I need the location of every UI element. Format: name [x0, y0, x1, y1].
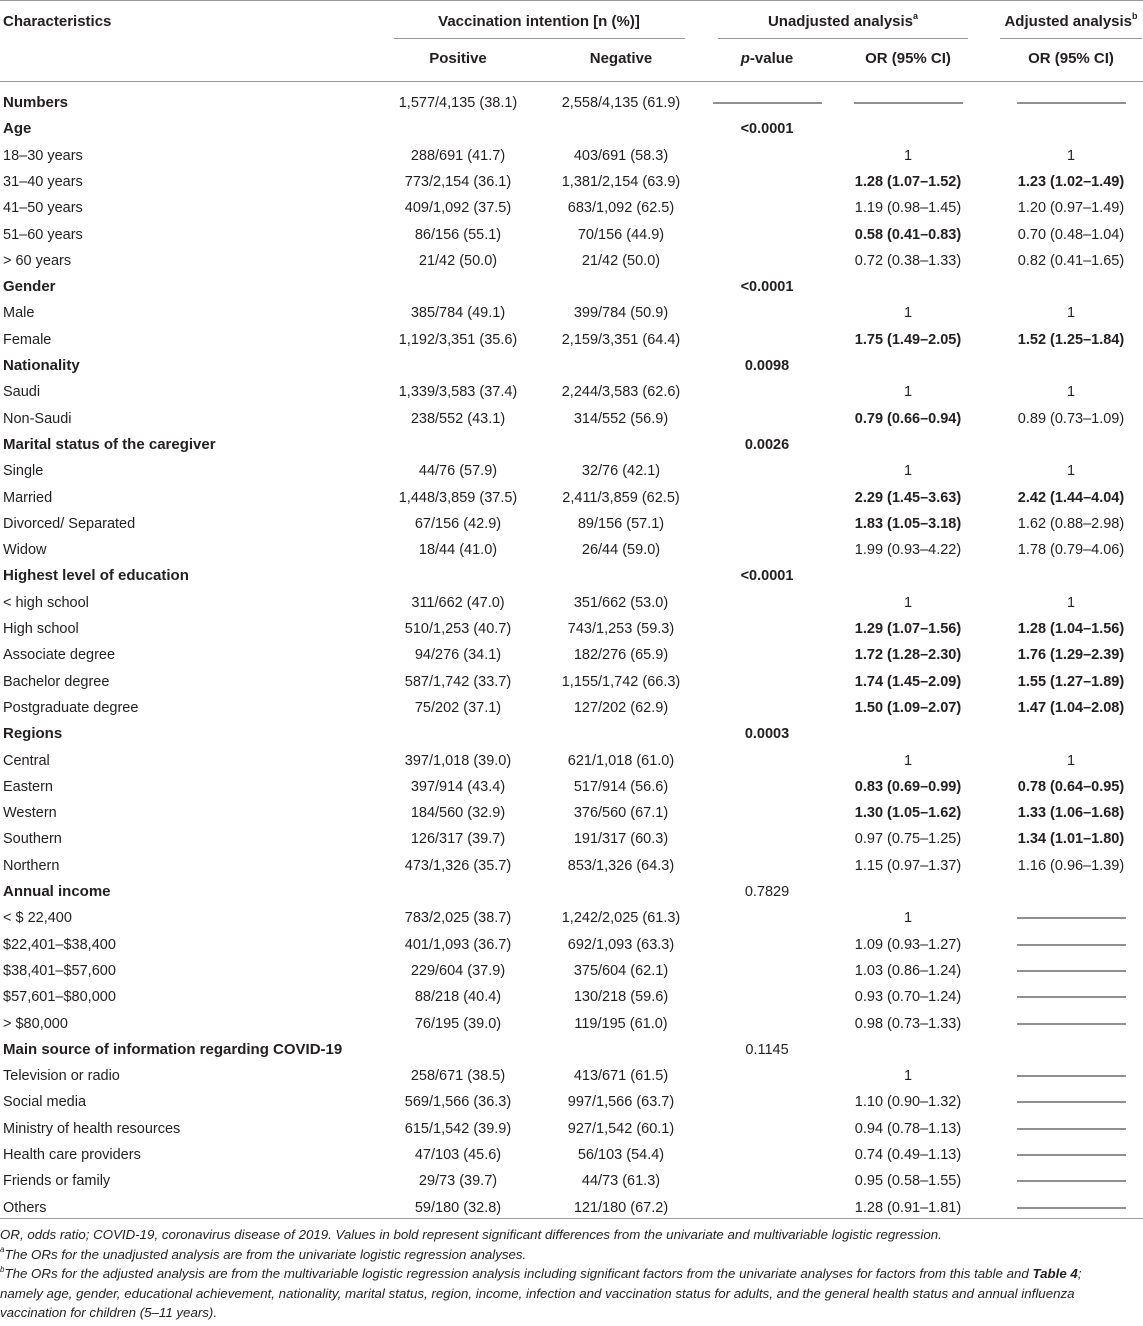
- cell-pos-18-30-years: 288/691 (41.7): [410, 147, 506, 164]
- cell-or-western: 1.30 (1.05–1.62): [854, 805, 962, 822]
- cell-neg-postgraduate-degree: 127/202 (62.9): [573, 699, 669, 716]
- cell-neg-80-000: 119/195 (61.0): [574, 1015, 668, 1032]
- cell-neg-bachelor-degree: 1,155/1,742 (66.3): [561, 673, 681, 690]
- cell-adj-80-000: ————————: [1017, 1015, 1125, 1032]
- cell-adj-television-or-radio: ————————: [1017, 1068, 1125, 1085]
- row-label-television-or-radio: Television or radio: [3, 1068, 120, 1085]
- cell-or-bachelor-degree: 1.74 (1.45–2.09): [854, 673, 962, 690]
- row-label-others: Others: [3, 1199, 47, 1216]
- cell-or-postgraduate-degree: 1.50 (1.09–2.07): [854, 699, 962, 716]
- footnote-b: $^b$The ORs for the adjusted analysis are from the multivariable logistic regression analysis including significant factors from the univariate analyses for factors from this table and Table 4;: [0, 1264, 1082, 1282]
- cell-pos-bachelor-degree: 587/1,742 (33.7): [404, 673, 512, 690]
- cell-p-main-source-of-information-regarding-covid-19: 0.1145: [745, 1041, 789, 1058]
- cell-neg-others: 121/180 (67.2): [573, 1199, 669, 1216]
- cell-adj-60-years: 0.82 (0.41–1.65): [1017, 252, 1125, 269]
- row-label-divorced-separated: Divorced/ Separated: [3, 515, 136, 532]
- cell-adj-divorced-separated: 1.62 (0.88–2.98): [1017, 515, 1125, 532]
- cell-neg-television-or-radio: 413/671 (61.5): [573, 1068, 669, 1085]
- row-label-high-school: < high school: [3, 594, 89, 611]
- cell-adj-southern: 1.34 (1.01–1.80): [1017, 831, 1125, 848]
- cell-neg-ministry-of-health-resources: 927/1,542 (60.1): [567, 1120, 675, 1137]
- cell-or-60-years: 0.72 (0.38–1.33): [854, 252, 962, 269]
- section-label-gender: Gender: [3, 278, 56, 296]
- cell-or-southern: 0.97 (0.75–1.25): [854, 831, 962, 848]
- cell-adj-central: 1: [1066, 752, 1076, 769]
- cell-neg-western: 376/560 (67.1): [573, 805, 669, 822]
- cell-or-friends-or-family: 0.95 (0.58–1.55): [854, 1173, 962, 1190]
- cell-neg-38-401-57-600: 375/604 (62.1): [573, 962, 669, 979]
- cell-adj-postgraduate-degree: 1.47 (1.04–2.08): [1017, 699, 1125, 716]
- table-footnotes: [0, 1225, 1143, 1323]
- cell-adj-51-60-years: 0.70 (0.48–1.04): [1017, 226, 1125, 243]
- cell-adj-22-401-38-400: ————————: [1017, 936, 1125, 953]
- cell-pos-22-401-38-400: 401/1,093 (36.7): [404, 936, 512, 953]
- cell-or-57-601-80-000: 0.93 (0.70–1.24): [854, 989, 962, 1006]
- cell-neg-31-40-years: 1,381/2,154 (63.9): [561, 173, 681, 190]
- row-label-postgraduate-degree: Postgraduate degree: [3, 699, 139, 716]
- cell-or-18-30-years: 1: [903, 147, 913, 164]
- cell-or-saudi: 1: [903, 384, 913, 401]
- header-positive: Positive: [429, 50, 487, 67]
- row-label-male: Male: [3, 305, 35, 322]
- row-label-central: Central: [3, 752, 50, 769]
- row-label-health-care-providers: Health care providers: [3, 1147, 141, 1163]
- cell-pos-widow: 18/44 (41.0): [418, 542, 498, 559]
- cell-pos-divorced-separated: 67/156 (42.9): [414, 515, 502, 532]
- cell-p-annual-income: 0.7829: [744, 884, 790, 900]
- cell-adj-social-media: ————————: [1017, 1094, 1125, 1111]
- cell-adj-single: 1: [1066, 463, 1076, 480]
- cell-p-age: <0.0001: [740, 121, 794, 138]
- section-label-main-source-of-information-regarding-covid-19: Main source of information regarding COVID-19: [3, 1040, 343, 1058]
- table-bottom-rule: [0, 1218, 1143, 1219]
- header-or-ci-adjusted: OR (95% CI): [1028, 50, 1114, 67]
- cell-pos-57-601-80-000: 88/218 (40.4): [414, 989, 502, 1006]
- header-bottom-rule: [0, 81, 1143, 82]
- cell-adj-41-50-years: 1.20 (0.97–1.49): [1017, 200, 1125, 217]
- cell-neg-41-50-years: 683/1,092 (62.5): [567, 200, 675, 217]
- cell-pos-41-50-years: 409/1,092 (37.5): [404, 200, 512, 217]
- row-label-female: Female: [3, 331, 52, 348]
- cell-pos-60-years: 21/42 (50.0): [418, 252, 498, 269]
- cell-or-single: 1: [903, 463, 913, 480]
- cell-pos-high-school: 510/1,253 (40.7): [404, 621, 512, 637]
- cell-adj-non-saudi: 0.89 (0.73–1.09): [1017, 410, 1125, 427]
- cell-pos-38-401-57-600: 229/604 (37.9): [410, 962, 506, 979]
- cell-or-51-60-years: 0.58 (0.41–0.83): [854, 226, 962, 243]
- cell-or-married: 2.29 (1.45–3.63): [854, 489, 962, 506]
- cell-p-regions: 0.0003: [744, 726, 790, 743]
- cell-adj-married: 2.42 (1.44–4.04): [1017, 489, 1125, 506]
- cell-p-numbers: ————————: [713, 95, 821, 111]
- row-label-friends-or-family: Friends or family: [3, 1173, 111, 1190]
- cell-or-northern: 1.15 (0.97–1.37): [854, 857, 962, 874]
- row-label-ministry-of-health-resources: Ministry of health resources: [3, 1120, 181, 1137]
- cell-adj-high-school: 1.28 (1.04–1.56): [1017, 621, 1125, 637]
- cell-or-central: 1: [903, 752, 913, 769]
- cell-neg-southern: 191/317 (60.3): [573, 831, 669, 848]
- cell-pos-central: 397/1,018 (39.0): [404, 752, 512, 769]
- cell-or-31-40-years: 1.28 (1.07–1.52): [854, 173, 962, 190]
- cell-pos-saudi: 1,339/3,583 (37.4): [398, 384, 518, 401]
- row-label-31-40-years: 31–40 years: [3, 173, 83, 190]
- row-label-single: Single: [3, 463, 44, 480]
- cell-neg-57-601-80-000: 130/218 (59.6): [573, 989, 669, 1006]
- cell-or-high-school: 1.29 (1.07–1.56): [854, 621, 962, 637]
- header-negative: Negative: [589, 50, 653, 67]
- cell-pos-married: 1,448/3,859 (37.5): [398, 489, 518, 506]
- cell-pos-80-000: 76/195 (39.0): [414, 1015, 502, 1032]
- cell-pos-others: 59/180 (32.8): [414, 1199, 502, 1216]
- cell-or-others: 1.28 (0.91–1.81): [854, 1199, 962, 1216]
- adjusted-analysis-underline: [1000, 38, 1142, 39]
- cell-pos-51-60-years: 86/156 (55.1): [414, 226, 502, 243]
- cell-neg-widow: 26/44 (59.0): [581, 542, 661, 559]
- cell-adj-eastern: 0.78 (0.64–0.95): [1017, 778, 1125, 795]
- row-label-western: Western: [3, 805, 57, 822]
- cell-adj-bachelor-degree: 1.55 (1.27–1.89): [1017, 673, 1125, 690]
- cell-adj-saudi: 1: [1066, 384, 1076, 401]
- cell-neg-60-years: 21/42 (50.0): [581, 252, 661, 269]
- cell-pos-numbers: 1,577/4,135 (38.1): [398, 95, 518, 111]
- row-label-38-401-57-600: $38,401–$57,600: [3, 962, 116, 979]
- row-label-41-50-years: 41–50 years: [3, 200, 83, 217]
- row-label-eastern: Eastern: [3, 778, 53, 795]
- section-label-regions: Regions: [3, 725, 63, 743]
- cell-pos-social-media: 569/1,566 (36.3): [404, 1094, 512, 1111]
- cell-or-divorced-separated: 1.83 (1.05–3.18): [854, 515, 962, 532]
- cell-pos-friends-or-family: 29/73 (39.7): [418, 1173, 498, 1190]
- cell-pos-postgraduate-degree: 75/202 (37.1): [414, 699, 502, 716]
- cell-or-male: 1: [903, 305, 913, 322]
- section-label-nationality: Nationality: [3, 357, 80, 374]
- cell-pos-31-40-years: 773/2,154 (36.1): [404, 173, 512, 190]
- section-label-highest-level-of-education: Highest level of education: [3, 567, 189, 585]
- row-label-51-60-years: 51–60 years: [3, 226, 83, 243]
- cell-neg-northern: 853/1,326 (64.3): [567, 857, 675, 874]
- section-label-annual-income: Annual income: [3, 883, 111, 900]
- cell-neg-divorced-separated: 89/156 (57.1): [577, 515, 665, 532]
- unadjusted-analysis-underline: [718, 38, 968, 39]
- header-adjusted-analysis: Adjusted analysis$^b$: [1004, 11, 1138, 30]
- cell-neg-friends-or-family: 44/73 (61.3): [581, 1173, 661, 1190]
- cell-pos-single: 44/76 (57.9): [418, 463, 498, 480]
- cell-neg-single: 32/76 (42.1): [581, 463, 661, 480]
- cell-neg-associate-degree: 182/276 (65.9): [573, 647, 669, 664]
- header-p-value: p-value: [740, 50, 794, 67]
- cell-neg-central: 621/1,018 (61.0): [567, 752, 675, 769]
- row-label-57-601-80-000: $57,601–$80,000: [3, 989, 116, 1006]
- cell-pos-non-saudi: 238/552 (43.1): [410, 410, 506, 427]
- header-unadjusted-analysis: Unadjusted analysis$^a$: [767, 11, 919, 30]
- cell-adj-ministry-of-health-resources: ————————: [1017, 1120, 1125, 1137]
- cell-or-female: 1.75 (1.49–2.05): [854, 331, 962, 348]
- cell-adj-associate-degree: 1.76 (1.29–2.39): [1017, 647, 1125, 664]
- cell-or-health-care-providers: 0.74 (0.49–1.13): [854, 1147, 962, 1163]
- cell-neg-22-400: 1,242/2,025 (61.3): [561, 910, 681, 927]
- cell-or-80-000: 0.98 (0.73–1.33): [854, 1015, 962, 1032]
- cell-or-22-401-38-400: 1.09 (0.93–1.27): [854, 936, 962, 953]
- cell-adj-widow: 1.78 (0.79–4.06): [1017, 542, 1125, 559]
- row-label-non-saudi: Non-Saudi: [3, 410, 72, 427]
- cell-or-eastern: 0.83 (0.69–0.99): [854, 778, 962, 795]
- cell-or-widow: 1.99 (0.93–4.22): [854, 542, 962, 559]
- footnote-a: $^a$The ORs for the unadjusted analysis are from the univariate logistic regression analyses.: [0, 1245, 527, 1262]
- cell-neg-male: 399/784 (50.9): [573, 305, 669, 322]
- row-label-bachelor-degree: Bachelor degree: [3, 673, 110, 690]
- cell-pos-high-school: 311/662 (47.0): [411, 594, 505, 611]
- section-label-age: Age: [3, 120, 32, 138]
- cell-adj-numbers: ————————: [1017, 95, 1125, 111]
- cell-neg-18-30-years: 403/691 (58.3): [573, 147, 669, 164]
- cell-pos-southern: 126/317 (39.7): [410, 831, 506, 848]
- vaccination-intention-underline: [394, 38, 685, 39]
- footnote-b-line2: namely age, gender, educational achievement, nationality, marital status, region, income, infection and vaccination status for adults, and the general health status and annual influenza: [0, 1285, 1075, 1301]
- cell-adj-31-40-years: 1.23 (1.02–1.49): [1017, 173, 1125, 190]
- cell-p-highest-level-of-education: <0.0001: [740, 568, 794, 585]
- row-label-northern: Northern: [3, 857, 60, 874]
- cell-adj-western: 1.33 (1.06–1.68): [1017, 805, 1125, 822]
- cell-pos-television-or-radio: 258/671 (38.5): [410, 1068, 506, 1085]
- cell-neg-eastern: 517/914 (56.6): [573, 778, 669, 795]
- cell-neg-social-media: 997/1,566 (63.7): [567, 1094, 675, 1111]
- row-label-80-000: > $80,000: [3, 1015, 68, 1032]
- footnote-abbreviations: OR, odds ratio; COVID-19, coronavirus disease of 2019. Values in bold represent significant differences from the univariate and multivariable logistic regression.: [0, 1227, 942, 1242]
- cell-neg-high-school: 743/1,253 (59.3): [567, 621, 675, 637]
- row-label-high-school: High school: [3, 621, 79, 637]
- cell-adj-57-601-80-000: ————————: [1017, 989, 1125, 1006]
- cell-or-38-401-57-600: 1.03 (0.86–1.24): [854, 962, 962, 979]
- row-label-associate-degree: Associate degree: [3, 647, 116, 664]
- cell-or-high-school: 1: [903, 594, 913, 611]
- cell-p-nationality: 0.0098: [744, 358, 790, 374]
- table-top-rule: [0, 0, 1143, 1]
- cell-or-associate-degree: 1.72 (1.28–2.30): [854, 647, 962, 664]
- row-label-married: Married: [3, 489, 53, 506]
- cell-neg-health-care-providers: 56/103 (54.4): [577, 1147, 665, 1163]
- header-or-ci: OR (95% CI): [865, 50, 951, 67]
- section-label-numbers: Numbers: [3, 94, 69, 111]
- row-label-southern: Southern: [3, 831, 62, 848]
- header-vaccination-intention: Vaccination intention [n (%)]: [438, 13, 640, 30]
- cell-or-41-50-years: 1.19 (0.98–1.45): [854, 200, 962, 217]
- cell-adj-38-401-57-600: ————————: [1017, 962, 1125, 979]
- cell-adj-health-care-providers: ————————: [1017, 1147, 1125, 1163]
- cell-pos-male: 385/784 (49.1): [410, 305, 506, 322]
- cell-pos-ministry-of-health-resources: 615/1,542 (39.9): [404, 1120, 512, 1137]
- row-label-60-years: > 60 years: [3, 252, 72, 269]
- cell-pos-female: 1,192/3,351 (35.6): [398, 331, 518, 348]
- cell-or-social-media: 1.10 (0.90–1.32): [854, 1094, 962, 1111]
- table-4-reference[interactable]: Table 4: [1032, 1266, 1078, 1282]
- row-label-18-30-years: 18–30 years: [3, 147, 83, 164]
- row-label-widow: Widow: [3, 542, 47, 559]
- row-label-22-401-38-400: $22,401–$38,400: [3, 936, 116, 953]
- cell-or-non-saudi: 0.79 (0.66–0.94): [854, 410, 962, 427]
- cell-neg-female: 2,159/3,351 (64.4): [561, 331, 681, 348]
- cell-neg-51-60-years: 70/156 (44.9): [577, 226, 665, 243]
- cell-neg-numbers: 2,558/4,135 (61.9): [561, 95, 681, 111]
- cell-neg-married: 2,411/3,859 (62.5): [562, 489, 680, 506]
- cell-neg-22-401-38-400: 692/1,093 (63.3): [567, 936, 675, 953]
- footnote-b-line3: vaccination for children (5–11 years).: [0, 1305, 218, 1321]
- cell-or-22-400: 1: [903, 910, 913, 927]
- cell-pos-22-400: 783/2,025 (38.7): [404, 910, 512, 927]
- cell-p-gender: <0.0001: [740, 279, 794, 296]
- cell-pos-health-care-providers: 47/103 (45.6): [414, 1147, 502, 1163]
- row-label-saudi: Saudi: [3, 384, 41, 401]
- cell-neg-high-school: 351/662 (53.0): [573, 594, 669, 611]
- cell-or-ministry-of-health-resources: 0.94 (0.78–1.13): [854, 1120, 962, 1137]
- row-label-22-400: < $ 22,400: [3, 910, 72, 927]
- cell-pos-northern: 473/1,326 (35.7): [404, 857, 512, 874]
- cell-neg-non-saudi: 314/552 (56.9): [573, 410, 669, 427]
- cell-adj-male: 1: [1066, 305, 1076, 322]
- cell-pos-eastern: 397/914 (43.4): [410, 778, 506, 795]
- section-label-marital-status-of-the-caregiver: Marital status of the caregiver: [3, 435, 216, 453]
- cell-pos-associate-degree: 94/276 (34.1): [414, 647, 502, 664]
- row-label-social-media: Social media: [3, 1094, 87, 1111]
- cell-adj-female: 1.52 (1.25–1.84): [1017, 331, 1125, 348]
- cell-neg-saudi: 2,244/3,583 (62.6): [561, 384, 681, 401]
- cell-pos-western: 184/560 (32.9): [410, 805, 506, 822]
- cell-adj-others: ————————: [1017, 1199, 1125, 1216]
- cell-or-television-or-radio: 1: [903, 1068, 913, 1085]
- cell-adj-18-30-years: 1: [1066, 147, 1076, 164]
- cell-adj-friends-or-family: ————————: [1017, 1173, 1125, 1190]
- cell-adj-high-school: 1: [1066, 594, 1076, 611]
- cell-or-numbers: ————————: [854, 95, 962, 111]
- header-characteristics: Characteristics: [3, 13, 112, 30]
- cell-p-marital-status-of-the-caregiver: 0.0026: [744, 436, 790, 453]
- cell-adj-22-400: ————————: [1017, 910, 1125, 927]
- cell-adj-northern: 1.16 (0.96–1.39): [1017, 857, 1125, 874]
